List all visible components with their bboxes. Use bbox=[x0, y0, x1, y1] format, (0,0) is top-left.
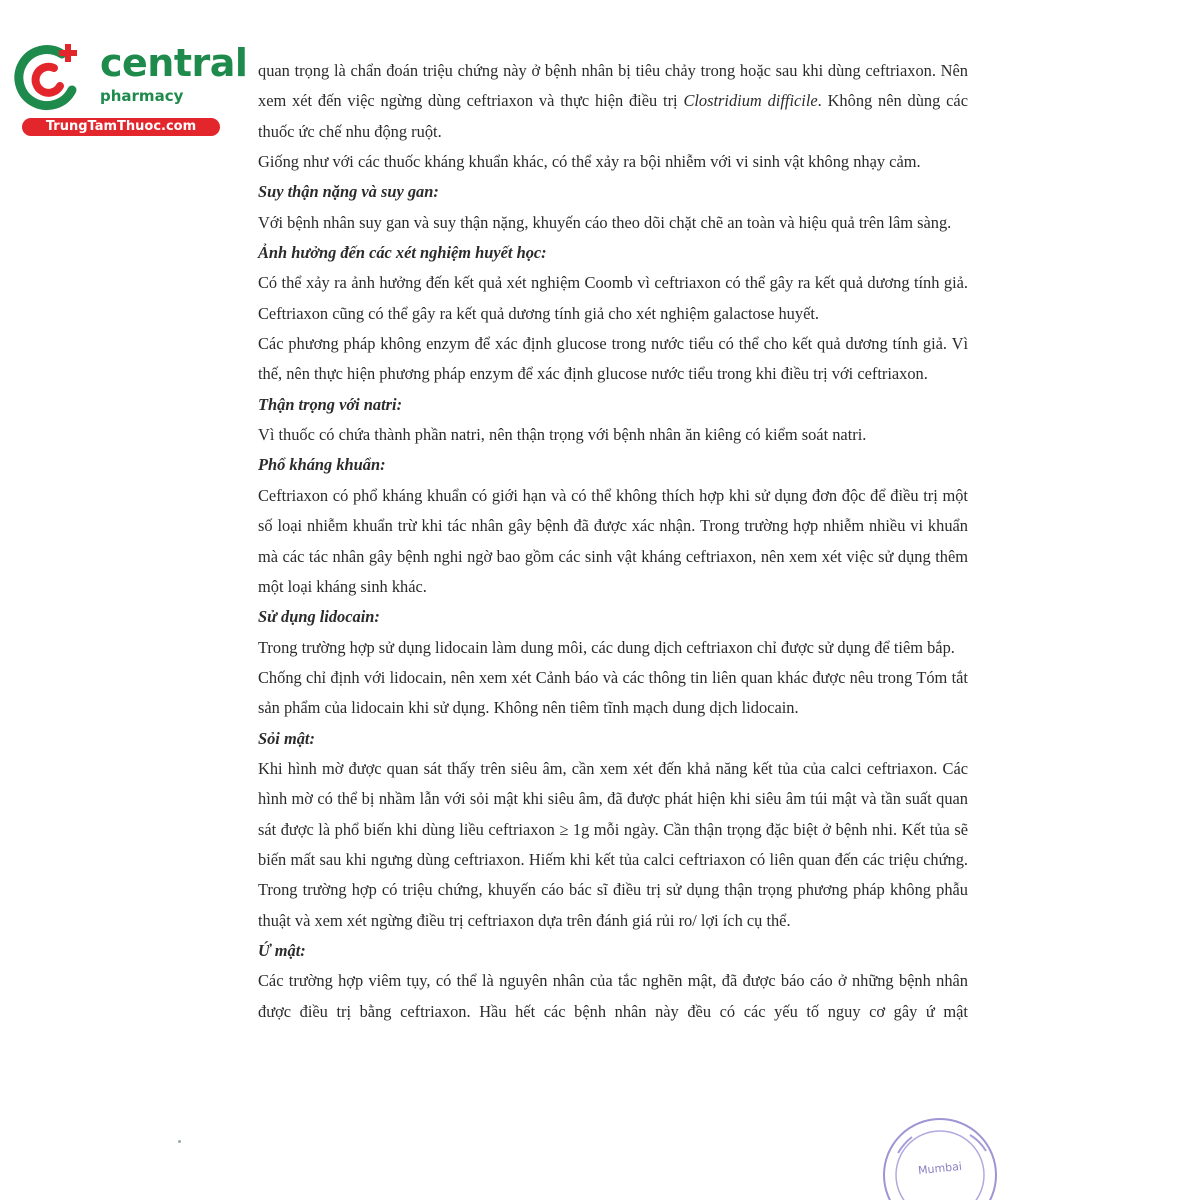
paragraph: Vì thuốc có chứa thành phần natri, nên thận trọng với bệnh nhân ăn kiêng có kiểm soát natri. bbox=[258, 425, 867, 445]
paragraph: Ceftriaxon có phổ kháng khuẩn có giới hạn và có thể không thích hợp khi sử dụng đơn độc để điều trị một số loại nhiễm khuẩn trừ khi tác nhân gây bệnh đã được xác nhận. Trong trường hợp nhiễm nhiều vi khuẩn mà các tác nhân gây bệnh nghi ngờ bao gồm các sinh vật kháng ceftriaxon, nên xem xét việc sử dụng thêm một loại kháng sinh khác. bbox=[258, 485, 968, 596]
section-heading: Suy thận nặng và suy gan: bbox=[258, 182, 439, 202]
stamp-seal-icon bbox=[870, 1105, 1010, 1200]
scan-speck bbox=[178, 1140, 181, 1143]
section-heading: Ứ mật: bbox=[258, 940, 306, 960]
brand-name: central bbox=[100, 41, 248, 85]
paragraph: Khi hình mờ được quan sát thấy trên siêu âm, cần xem xét đến khả năng kết tủa của calci ceftriaxon. Các hình mờ có thể bị nhầm lẫn với sỏi mật khi siêu âm, đã được phát hiện khi siêu âm túi mật và tần suất quan sát được là phổ biến khi dùng liều ceftriaxon ≥ 1g mỗi ngày. Cần thận trọng đặc biệt ở bệnh nhi. Kết tủa sẽ biến mất sau khi ngưng dùng ceftriaxon. Hiếm khi kết tủa calci ceftriaxon có liên quan đến các triệu chứng. Trong trường hợp có triệu chứng, khuyến cáo bác sĩ điều trị sử dụng thận trọng phương pháp không phẫu thuật và xem xét ngừng điều trị ceftriaxon dựa trên đánh giá rủi ro/ lợi ích cụ thể. bbox=[258, 758, 968, 930]
paragraph: Các phương pháp không enzym để xác định glucose trong nước tiểu có thể cho kết quả dương tính giả. Vì thế, nên thực hiện phương pháp enzym để xác định glucose nước tiểu trong khi điều trị với ceftriaxon. bbox=[258, 334, 968, 384]
paragraph: Chống chỉ định với lidocain, nên xem xét Cảnh báo và các thông tin liên quan khác được nêu trong Tóm tắt sản phẩm của lidocain khi sử dụng. Không nên tiêm tĩnh mạch dung dịch lidocain. bbox=[258, 667, 968, 718]
paragraph: Với bệnh nhân suy gan và suy thận nặng, khuyến cáo theo dõi chặt chẽ an toàn và hiệu quả trên lâm sàng. bbox=[258, 212, 952, 232]
paragraph: Giống như với các thuốc kháng khuẩn khác, có thể xảy ra bội nhiễm với vi sinh vật không nhạy cảm. bbox=[258, 152, 921, 172]
paragraph: Trong trường hợp sử dụng lidocain làm dung môi, các dung dịch ceftriaxon chỉ được sử dụng để tiêm bắp. bbox=[258, 637, 955, 657]
section-heading: Ảnh hưởng đến các xét nghiệm huyết học: bbox=[258, 243, 547, 263]
paragraph: Có thể xảy ra ảnh hưởng đến kết quả xét nghiệm Coomb vì ceftriaxon có thể gây ra kết quả dương tính giả. Ceftriaxon cũng có thể gây ra kết quả dương tính giả cho xét nghiệm galactose huyết. bbox=[258, 273, 968, 323]
brand-website: TrungTamThuoc.com bbox=[22, 118, 220, 136]
central-pharmacy-logo bbox=[10, 38, 248, 138]
section-heading: Sử dụng lidocain: bbox=[258, 607, 380, 627]
document-body bbox=[258, 56, 968, 1027]
paragraph: Các trường hợp viêm tụy, có thể là nguyên nhân của tắc nghẽn mật, đã được báo cáo ở những bệnh nhân được điều trị bằng ceftriaxon. Hầu hết các bệnh nhân này đều có các yếu tố nguy cơ gây ứ mật bbox=[258, 971, 968, 1021]
company-stamp bbox=[870, 1105, 1010, 1200]
brand-tagline: pharmacy bbox=[100, 87, 184, 105]
stamp-text: Mumbai bbox=[917, 1159, 963, 1178]
paragraph: quan trọng là chẩn đoán triệu chứng này ở bệnh nhân bị tiêu chảy trong hoặc sau khi dùng ceftriaxon. Nên xem xét đến việc ngừng dùng ceftriaxon và thực hiện điều trị Clostridium difficile. Không nên dùng các thuốc ức chế nhu động ruột. bbox=[258, 61, 968, 141]
section-heading: Sỏi mật: bbox=[258, 728, 315, 748]
pharmacy-cross-logo-icon bbox=[10, 38, 90, 118]
section-heading: Phổ kháng khuẩn: bbox=[258, 455, 386, 475]
section-heading: Thận trọng với natri: bbox=[258, 394, 403, 414]
